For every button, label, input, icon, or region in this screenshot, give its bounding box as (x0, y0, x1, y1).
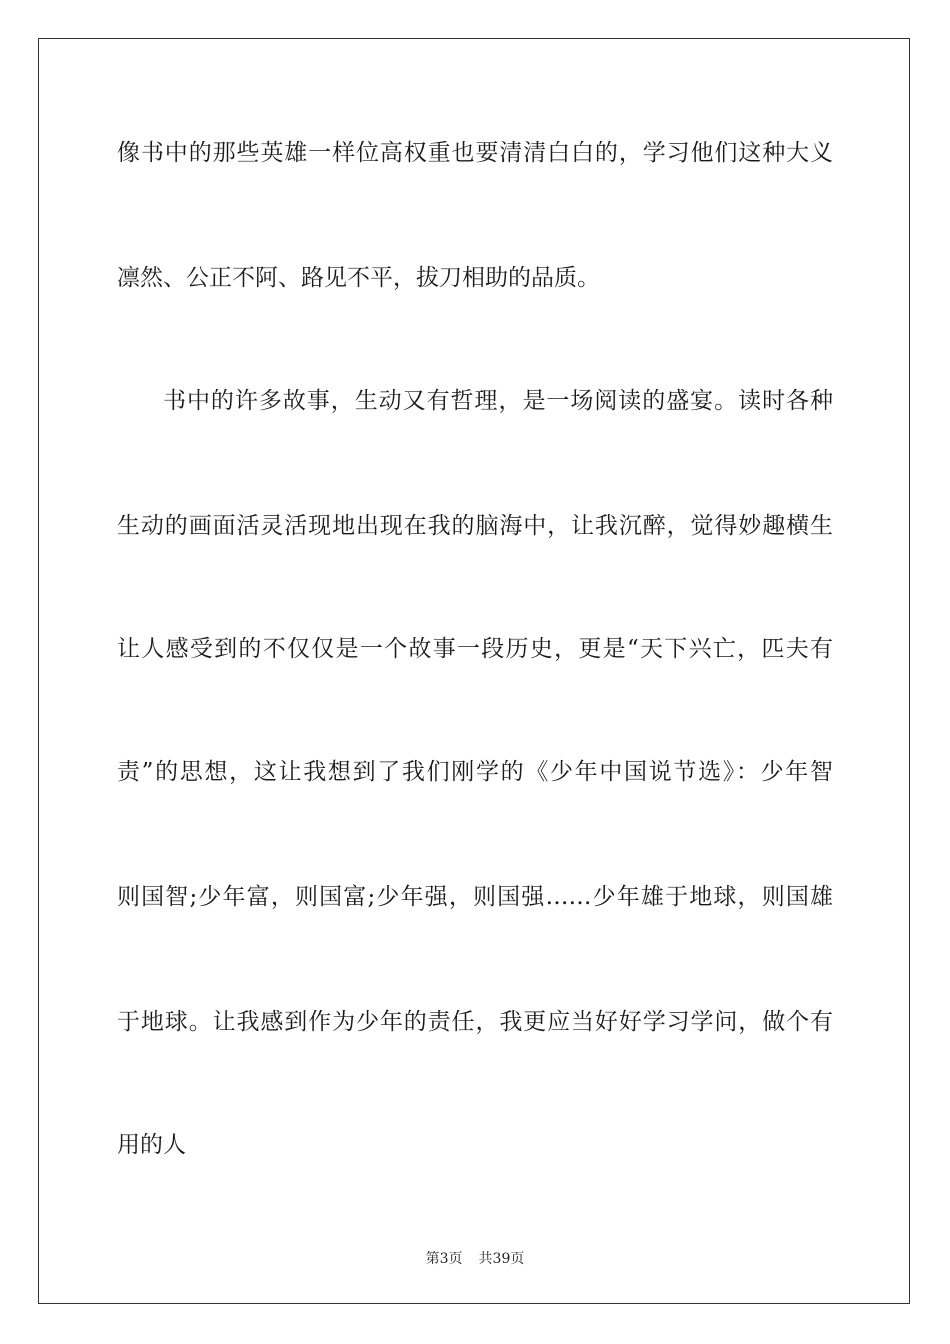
page-footer (0, 1248, 950, 1268)
paragraph-line-5: 让人感受到的不仅仅是一个故事一段历史，更是“天下兴亡，匹夫有 (117, 636, 833, 662)
paragraph-line-3: 书中的许多故事，生动又有哲理，是一场阅读的盛宴。读时各种 (163, 388, 833, 414)
paragraph-line-4: 生动的画面活灵活现地出现在我的脑海中，让我沉醉，觉得妙趣横生 (117, 513, 833, 539)
paragraph-line-9: 用的人 (117, 1132, 186, 1158)
page-total: 共39页 (478, 1251, 525, 1267)
paragraph-line-1: 像书中的那些英雄一样位高权重也要清清白白的，学习他们这种大义 (117, 140, 833, 166)
page-number: 第3页 (425, 1251, 463, 1267)
paragraph-line-8: 于地球。让我感到作为少年的责任，我更应当好好学习学问，做个有 (117, 1009, 833, 1035)
paragraph-line-6: 责”的思想，这让我想到了我们刚学的《少年中国说节选》：少年智 (117, 759, 833, 785)
paragraph-line-2: 凛然、公正不阿、路见不平，拔刀相助的品质。 (117, 265, 600, 291)
page-border (38, 38, 910, 1304)
paragraph-line-7: 则国智;少年富，则国富;少年强，则国强……少年雄于地球，则国雄 (117, 884, 833, 910)
